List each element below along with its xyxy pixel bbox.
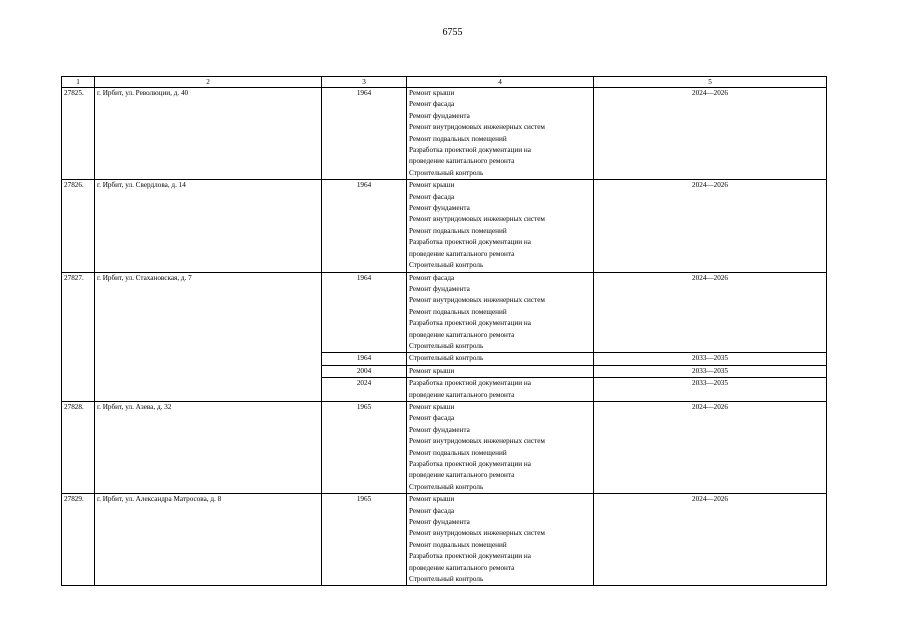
row-works (407, 180, 594, 272)
work-item: Ремонт фасада (409, 192, 455, 201)
table-row (62, 272, 827, 353)
row-number: 27829. (62, 494, 95, 586)
work-item: Ремонт внутридомовых инженерных систем (409, 215, 545, 224)
work-item: Строительный контроль (409, 341, 484, 350)
work-item: Ремонт фасада (409, 506, 455, 515)
work-item: Ремонт фундамента (409, 111, 470, 120)
row-period: 2033—2035 (594, 365, 827, 377)
row-works (407, 365, 594, 377)
row-works (407, 494, 594, 586)
header-col-4: 4 (407, 77, 594, 88)
work-item: Ремонт крыши (409, 89, 455, 97)
work-item: проведение капитального ремонта (409, 563, 515, 572)
work-item: проведение капитального ремонта (409, 330, 515, 339)
row-address: г. Ирбит, ул. Революции, д. 40 (95, 88, 322, 180)
table-row (62, 180, 827, 272)
row-year: 1964 (322, 88, 407, 180)
table-row (62, 88, 827, 180)
work-item: Ремонт внутридомовых инженерных систем (409, 296, 545, 305)
row-address: г. Ирбит, ул. Александра Матросова, д. 8 (95, 494, 322, 586)
row-year: 1964 (322, 272, 407, 353)
work-item: Разработка проектной документации на (409, 319, 531, 328)
table-row (62, 494, 827, 586)
row-period: 2024—2026 (594, 88, 827, 180)
work-item: проведение капитального ремонта (409, 249, 515, 258)
work-item: Ремонт фундамента (409, 518, 470, 527)
work-item: Ремонт подвальных помещений (409, 448, 507, 457)
work-item: Разработка проектной документации на (409, 238, 531, 247)
row-period: 2024—2026 (594, 180, 827, 272)
work-item: Разработка проектной документации на (409, 379, 531, 388)
work-item: Ремонт фундамента (409, 204, 470, 213)
work-item: Ремонт крыши (409, 495, 455, 504)
work-item: Строительный контроль (409, 261, 484, 270)
work-item: Ремонт фундамента (409, 284, 470, 293)
work-item: Ремонт крыши (409, 366, 455, 375)
work-item: Разработка проектной документации на (409, 460, 531, 468)
header-col-2: 2 (95, 77, 322, 88)
work-item: Ремонт внутридомовых инженерных систем (409, 123, 545, 132)
work-item: Разработка проектной документации на (409, 552, 531, 561)
row-works (407, 272, 594, 353)
work-item: Ремонт крыши (409, 181, 455, 190)
row-number: 27825. (62, 88, 95, 180)
work-item: Ремонт фасада (409, 414, 455, 423)
work-item: Строительный контроль (409, 482, 484, 491)
work-item: Ремонт внутридомовых инженерных систем (409, 437, 545, 446)
row-year: 2004 (322, 365, 407, 377)
header-col-1: 1 (62, 77, 95, 88)
work-item: проведение капитального ремонта (409, 390, 515, 399)
work-item: проведение капитального ремонта (409, 471, 515, 480)
row-year: 1965 (322, 401, 407, 493)
row-period: 2033—2035 (594, 378, 827, 402)
row-year: 2024 (322, 378, 407, 402)
row-works (407, 378, 594, 402)
row-period: 2024—2026 (594, 401, 827, 493)
row-period: 2024—2026 (594, 494, 827, 586)
work-item: Ремонт фасада (409, 100, 455, 109)
work-item: Ремонт подвальных помещений (409, 226, 507, 235)
row-period: 2033—2035 (594, 353, 827, 365)
work-item: проведение капитального ремонта (409, 157, 515, 166)
work-item: Строительный контроль (409, 354, 484, 363)
work-item: Строительный контроль (409, 575, 484, 584)
row-year: 1964 (322, 353, 407, 365)
row-address: г. Ирбит, ул. Азева, д. 32 (95, 401, 322, 493)
work-item: Ремонт подвальных помещений (409, 134, 507, 143)
header-col-3: 3 (322, 77, 407, 88)
work-item: Ремонт фундамента (409, 425, 470, 434)
row-year: 1965 (322, 494, 407, 586)
work-item: Ремонт подвальных помещений (409, 540, 507, 549)
row-period: 2024—2026 (594, 272, 827, 353)
work-item: Ремонт подвальных помещений (409, 307, 507, 316)
work-item: Ремонт фасада (409, 273, 455, 282)
work-item: Разработка проектной документации на (409, 146, 531, 155)
row-address: г. Ирбит, ул. Свердлова, д. 14 (95, 180, 322, 272)
work-item: Строительный контроль (409, 168, 484, 177)
capital-repair-table (61, 76, 827, 586)
work-item: Ремонт внутридомовых инженерных систем (409, 529, 545, 538)
row-number: 27827. (62, 272, 95, 401)
row-works (407, 353, 594, 365)
work-item: Ремонт крыши (409, 402, 455, 411)
row-number: 27828. (62, 401, 95, 493)
row-number: 27826. (62, 180, 95, 272)
table-header-row (62, 77, 827, 88)
row-works (407, 401, 594, 493)
row-address: г. Ирбит, ул. Стахановская, д. 7 (95, 272, 322, 401)
row-year: 1964 (322, 180, 407, 272)
page-number: 6755 (442, 27, 463, 38)
table-row (62, 401, 827, 493)
row-works (407, 88, 594, 180)
header-col-5: 5 (594, 77, 827, 88)
